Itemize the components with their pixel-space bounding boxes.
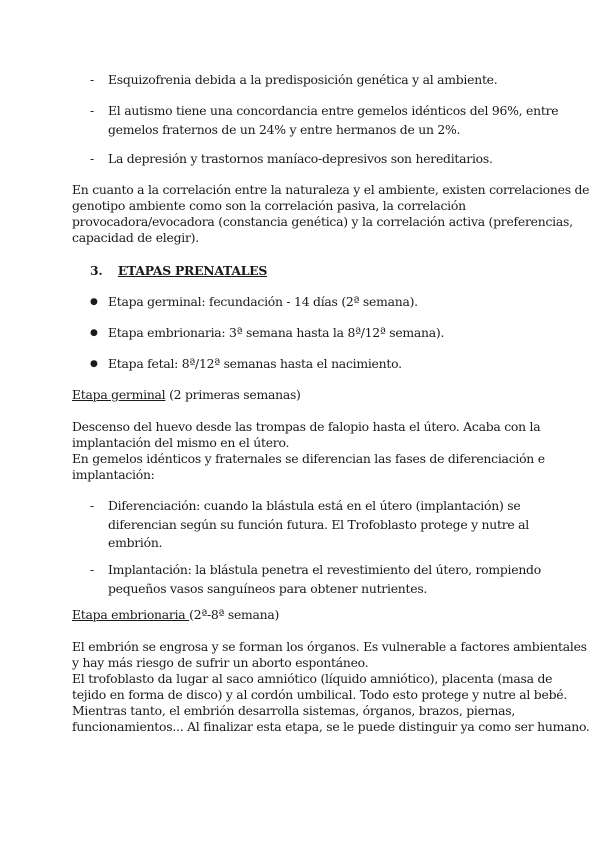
dash-item-text: Esquizofrenia debida a la predisposición genética y al ambiente.	[108, 72, 498, 87]
bullet-item-text: Etapa embrionaria: 3ª semana hasta la 8ª/12ª semana).	[108, 325, 445, 340]
section-number: 3.	[90, 263, 103, 278]
paragraph-line: Descenso del huevo desde las trompas de falopio hasta el útero. Acaba con la	[72, 419, 541, 434]
dash-item-text: gemelos fraternos de un 24% y entre hermanos de un 2%.	[108, 121, 461, 137]
paragraph-line: Mientras tanto, el embrión desarrolla sistemas, órganos, brazos, piernas,	[72, 703, 516, 718]
dash-item-text: Implantación: la blástula penetra el revestimiento del útero, rompiendo	[108, 562, 541, 577]
subsection-heading-germinal	[72, 386, 301, 405]
section-title: ETAPAS PRENATALES	[117, 263, 268, 278]
dash-marker: -	[90, 562, 94, 577]
paragraph-line: El trofoblasto da lugar al saco amniótico (líquido amniótico), placenta (masa de	[72, 671, 553, 686]
dash-item-text: El autismo tiene una concordancia entre gemelos idénticos del 96%, entre	[108, 103, 559, 118]
bullet-marker: ●	[90, 328, 98, 338]
paragraph-line: funcionamientos... Al finalizar esta etapa, se le puede distinguir ya como ser humano.	[72, 719, 590, 734]
paragraph-line: provocadora/evocadora (constancia genética) y la correlación activa (preferencias,	[72, 214, 573, 229]
subsection-suffix: (2ª-8ª semana)	[189, 607, 280, 622]
paragraph-line: tejido en forma de disco) y al cordón umbilical. Todo esto protege y nutre al bebé.	[72, 687, 568, 702]
paragraph-line: implantación del mismo en el útero.	[72, 435, 290, 450]
bullet-item-text: Etapa germinal: fecundación - 14 días (2ª semana).	[108, 294, 418, 309]
dash-item-text: diferencian según su función futura. El Trofoblasto protege y nutre al	[108, 516, 530, 532]
dash-marker: -	[90, 72, 94, 87]
dash-marker: -	[90, 498, 94, 513]
paragraph-line: En gemelos idénticos y fraternales se diferencian las fases de diferenciación e	[72, 451, 545, 466]
paragraph-line: implantación:	[72, 467, 155, 482]
paragraph-line: En cuanto a la correlación entre la naturaleza y el ambiente, existen correlaciones de	[72, 182, 590, 197]
subsection-heading-embrionaria	[72, 606, 279, 625]
dash-item-text: La depresión y trastornos maníaco-depresivos son hereditarios.	[108, 151, 493, 166]
paragraph-line: El embrión se engrosa y se forman los órganos. Es vulnerable a factores ambientales	[72, 639, 587, 654]
paragraph-line: y hay más riesgo de sufrir un aborto espontáneo.	[72, 655, 369, 670]
subsection-suffix: (2 primeras semanas)	[165, 387, 301, 402]
dash-marker: -	[90, 103, 94, 118]
bullet-marker: ●	[90, 297, 98, 307]
bullet-marker: ●	[90, 359, 98, 369]
paragraph-line: capacidad de elegir).	[72, 230, 199, 245]
subsection-title: Etapa embrionaria	[72, 607, 190, 622]
dash-item-text: embrión.	[108, 535, 163, 550]
dash-marker: -	[90, 151, 94, 166]
subsection-title: Etapa germinal	[72, 387, 166, 402]
paragraph-line: genotipo ambiente como son la correlación pasiva, la correlación	[72, 198, 466, 213]
bullet-item-text: Etapa fetal: 8ª/12ª semanas hasta el nacimiento.	[108, 356, 402, 371]
dash-item-text: pequeños vasos sanguíneos para obtener nutrientes.	[108, 580, 428, 596]
dash-item-text: Diferenciación: cuando la blástula está en el útero (implantación) se	[108, 498, 521, 513]
section-heading	[90, 262, 267, 281]
